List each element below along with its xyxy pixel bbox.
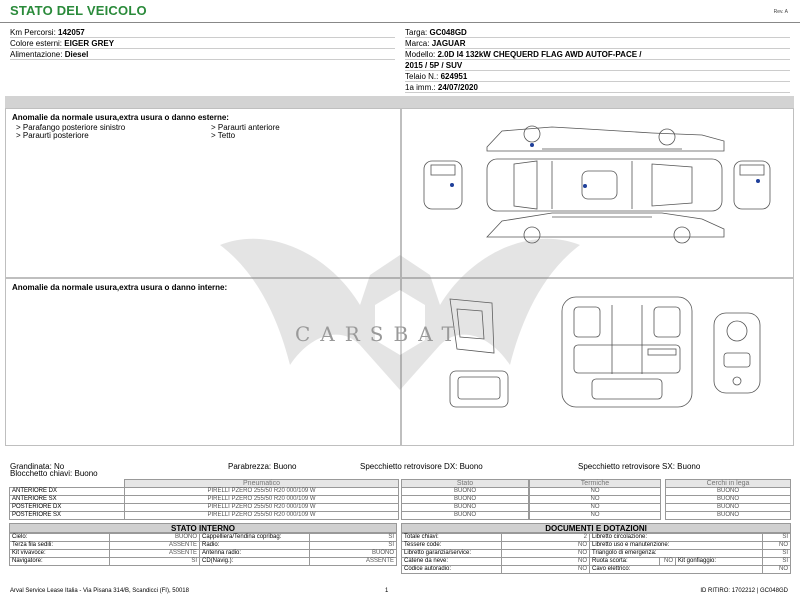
info-row-brand: Marca: JAGUAR: [405, 38, 790, 49]
tyre-header: Pneumatico: [125, 480, 399, 488]
info-row-km: Km Percorsi: 142057: [10, 27, 395, 38]
damage-markers: [450, 143, 760, 188]
damage-item: > Tetto: [211, 131, 236, 140]
external-damage-col1: [16, 124, 125, 140]
watermark-text: CARSBAT: [295, 322, 465, 346]
footer-page-number: 1: [385, 588, 389, 594]
revision-label: Rev. A: [773, 9, 788, 15]
table-row: Navigatore: SI CD(Navig.): ASSENTE: [10, 558, 397, 566]
rims-header: Cerchi in lega: [666, 480, 791, 488]
vehicle-info-right: [405, 27, 790, 93]
damage-item: > Paraurti posteriore: [16, 131, 89, 140]
info-row-vin: Telaio N.: 624951: [405, 71, 790, 82]
tyre-table: [9, 479, 399, 520]
documents-title: DOCUMENTI E DOTAZIONI: [401, 523, 791, 533]
footer-company: Arval Service Lease Italia - Via Pisana 314/B, Scandicci (FI), 50018: [10, 588, 189, 594]
rims-table: Cerchi in lega BUONO BUONO BUONO BUONO: [665, 479, 791, 520]
car-front-view: [424, 161, 462, 209]
check-hail: Grandinata: No: [10, 462, 65, 471]
state-header: Stato: [402, 480, 529, 488]
info-row-registration: 1a imm.: 24/07/2020: [405, 82, 790, 93]
info-row-fuel: Alimentazione: Diesel: [10, 49, 395, 60]
check-mirror-left: Specchietto retrovisore SX: Buono: [578, 462, 701, 471]
car-rear-view: [734, 161, 770, 209]
table-row: ANTERIORE SX PIRELLI PZERO 255/50 R20 000/109 W: [10, 496, 399, 504]
table-row: Kit vivavoce: ASSENTE Antenna radio: BUONO: [10, 550, 397, 558]
table-row: Tessere code: NO Libretto uso e manutenzione: NO: [402, 542, 791, 550]
winter-header: Termiche: [530, 480, 661, 488]
table-row: Libretto garanzia/service: NO Triangolo di emergenza: SI: [402, 550, 791, 558]
check-key-lock: Blocchetto chiavi: Buono: [10, 469, 98, 478]
check-windshield: Parabrezza: Buono: [228, 462, 297, 471]
table-row: POSTERIORE SX PIRELLI PZERO 255/50 R20 000/109 W: [10, 512, 399, 520]
check-mirror-right: Specchietto retrovisore DX: Buono: [360, 462, 483, 471]
table-row: Terza fila sedili: ASSENTE Radio: SI: [10, 542, 397, 550]
section-band-top: [5, 96, 794, 108]
footer-reference: ID RITIRO: 1702212 | GC048GD: [700, 588, 788, 594]
tyre-state-table: Stato BUONO BUONO BUONO BUONO: [401, 479, 529, 520]
car-side-left-view: [487, 127, 724, 151]
documents-table: [401, 533, 791, 574]
internal-state-section: [9, 523, 397, 566]
info-row-model-2: 2015 / 5P / SUV: [405, 60, 790, 71]
internal-state-title: STATO INTERNO: [9, 523, 397, 533]
damage-item: > Paraurti anteriore: [211, 123, 280, 132]
documents-section: [401, 523, 791, 574]
table-row: Codice autoradio: NO Cavo elettrico: NO: [402, 566, 791, 574]
table-row: ANTERIORE DX PIRELLI PZERO 255/50 R20 000/109 W: [10, 488, 399, 496]
watermark-logo: [210, 215, 590, 415]
title-divider: [0, 22, 800, 23]
info-row-color: Colore esterni: EIGER GREY: [10, 38, 395, 49]
table-row: Totale chiavi: 2 Libretto circolazione: SI: [402, 534, 791, 542]
info-row-plate: Targa: GC048GD: [405, 27, 790, 38]
table-row: POSTERIORE DX PIRELLI PZERO 255/50 R20 000/109 W: [10, 504, 399, 512]
table-row: Cielo: BUONO Cappelliera/Tendina copribag: SI: [10, 534, 397, 542]
page-title: STATO DEL VEICOLO: [10, 3, 147, 18]
internal-state-table: [9, 533, 397, 566]
damage-item: > Parafango posteriore sinistro: [16, 123, 126, 132]
tyre-winter-table: Termiche NO NO NO NO: [529, 479, 661, 520]
external-damage-title: Anomalie da normale usura,extra usura o danno esterne:: [12, 113, 229, 122]
info-row-model: Modello: 2.0D I4 132kW CHEQUERD FLAG AWD AUTOF-PACE /: [405, 49, 790, 60]
internal-damage-title: Anomalie da normale usura,extra usura o danno interne:: [12, 283, 228, 292]
external-damage-col2: [211, 124, 280, 140]
vehicle-info-left: [10, 27, 395, 60]
table-row: Catene da neve: NO Ruota scorta: NO Kit gonfiaggio: SI: [402, 558, 791, 566]
